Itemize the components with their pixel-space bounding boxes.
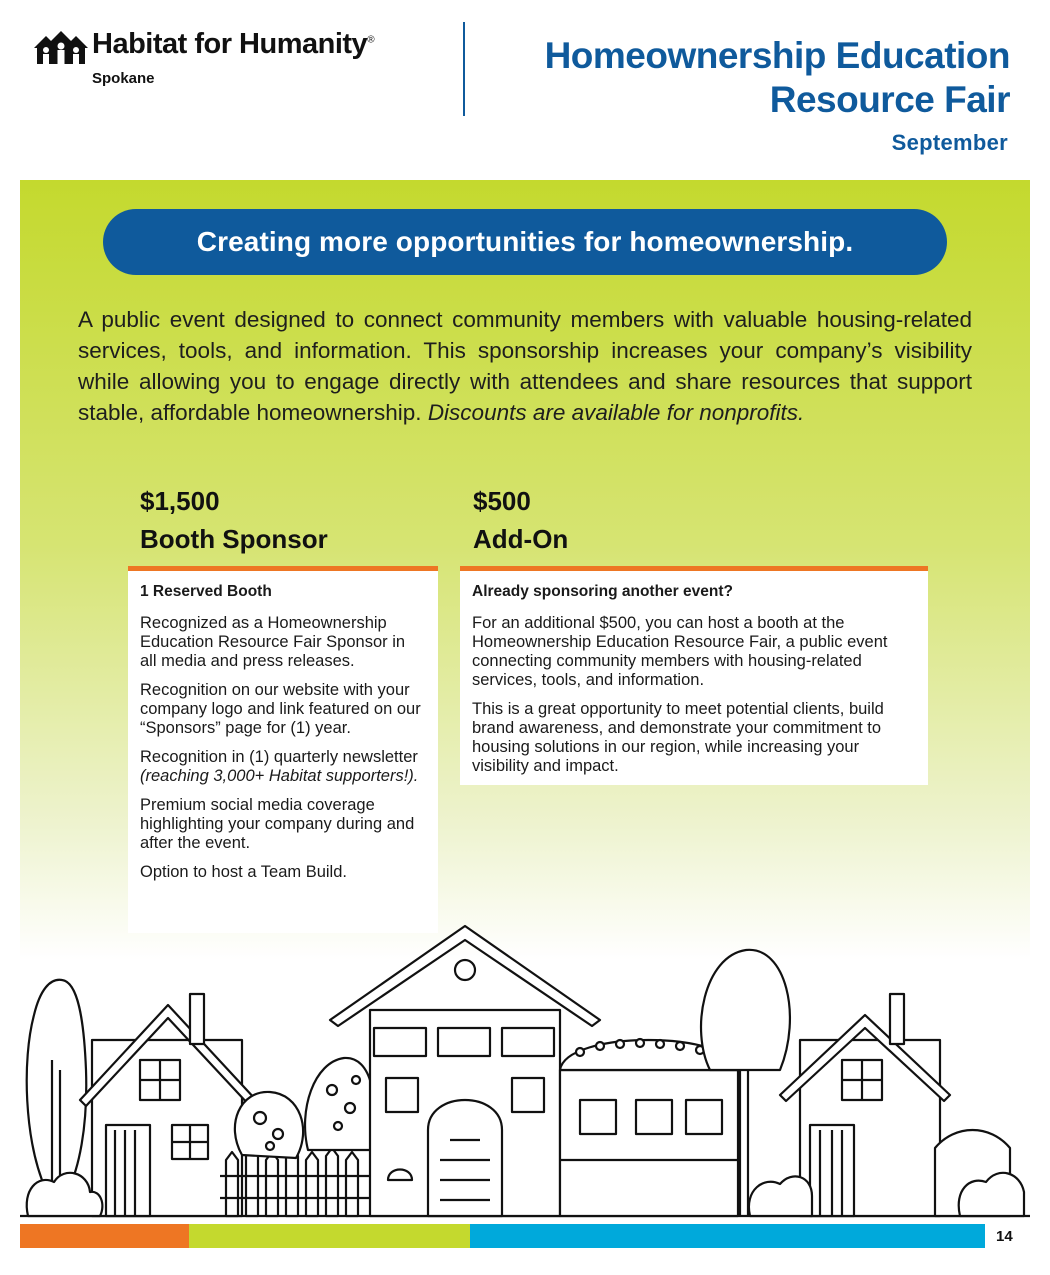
benefit-item: Option to host a Team Build. — [140, 863, 347, 881]
card-paragraph: This is a great opportunity to meet potential clients, build brand awareness, and demonstrate your commitment to housing solutions in our region, while increasing your visibility and impact. — [472, 700, 884, 775]
card-paragraph: For an additional $500, you can host a booth at the Homeownership Education Resource Fair, a public event connecting community members with housing-related services, tools, and information. — [472, 614, 888, 689]
org-chapter: Spokane — [92, 70, 155, 87]
benefit-item: Recognized as a Homeownership Education Resource Fair Sponsor in all media and press releases. — [140, 614, 406, 670]
card-heading: 1 Reserved Booth — [140, 583, 272, 600]
benefit-item: Recognition on our website with your company logo and link featured on our “Sponsors” page for (1) year. — [140, 681, 421, 737]
booth-sponsor-card — [128, 566, 438, 933]
card-heading: Already sponsoring another event? — [472, 583, 733, 600]
title-line-1: Homeownership Education — [544, 35, 1010, 76]
org-name: Habitat for Humanity® — [92, 28, 375, 60]
tier-price: $1,500 — [140, 486, 220, 516]
tier-booth-sponsor-header — [140, 482, 328, 558]
tier-name: Add-On — [473, 524, 569, 554]
page-title — [470, 34, 1010, 122]
footer-bar-green — [189, 1224, 470, 1248]
tier-price: $500 — [473, 486, 531, 516]
benefit-text: Recognition in (1) quarterly newsletter — [140, 748, 418, 766]
benefit-item — [140, 748, 424, 786]
page-number: 14 — [996, 1228, 1013, 1245]
intro-paragraph — [78, 304, 972, 428]
registered-mark: ® — [367, 34, 375, 46]
header-divider — [463, 22, 465, 116]
event-month: September — [891, 130, 1008, 155]
title-line-2: Resource Fair — [769, 79, 1010, 120]
footer-bar-orange — [20, 1224, 189, 1248]
tier-name: Booth Sponsor — [140, 524, 328, 554]
tier-add-on-header — [473, 482, 568, 558]
benefit-item: Premium social media coverage highlighting your company during and after the event. — [140, 796, 415, 852]
tagline-pill: Creating more opportunities for homeownership. — [103, 209, 947, 275]
newsletter-reach-note: (reaching 3,000+ Habitat supporters!). — [140, 767, 419, 785]
habitat-logo — [32, 26, 452, 96]
content-panel — [20, 180, 1030, 1220]
habitat-houses-icon — [32, 28, 90, 66]
intro-discount-note: Discounts are available for nonprofits. — [427, 400, 805, 425]
footer-bar-blue — [470, 1224, 985, 1248]
add-on-card — [460, 566, 928, 785]
neighborhood-illustration — [20, 920, 1030, 1220]
intro-text: A public event designed to connect community members with valuable housing-related services, tools, and information. This sponsorship increases your company’s visibility while allowing you to engage directly with attendees and share resources that support stable, affordable homeownership. — [78, 307, 972, 425]
